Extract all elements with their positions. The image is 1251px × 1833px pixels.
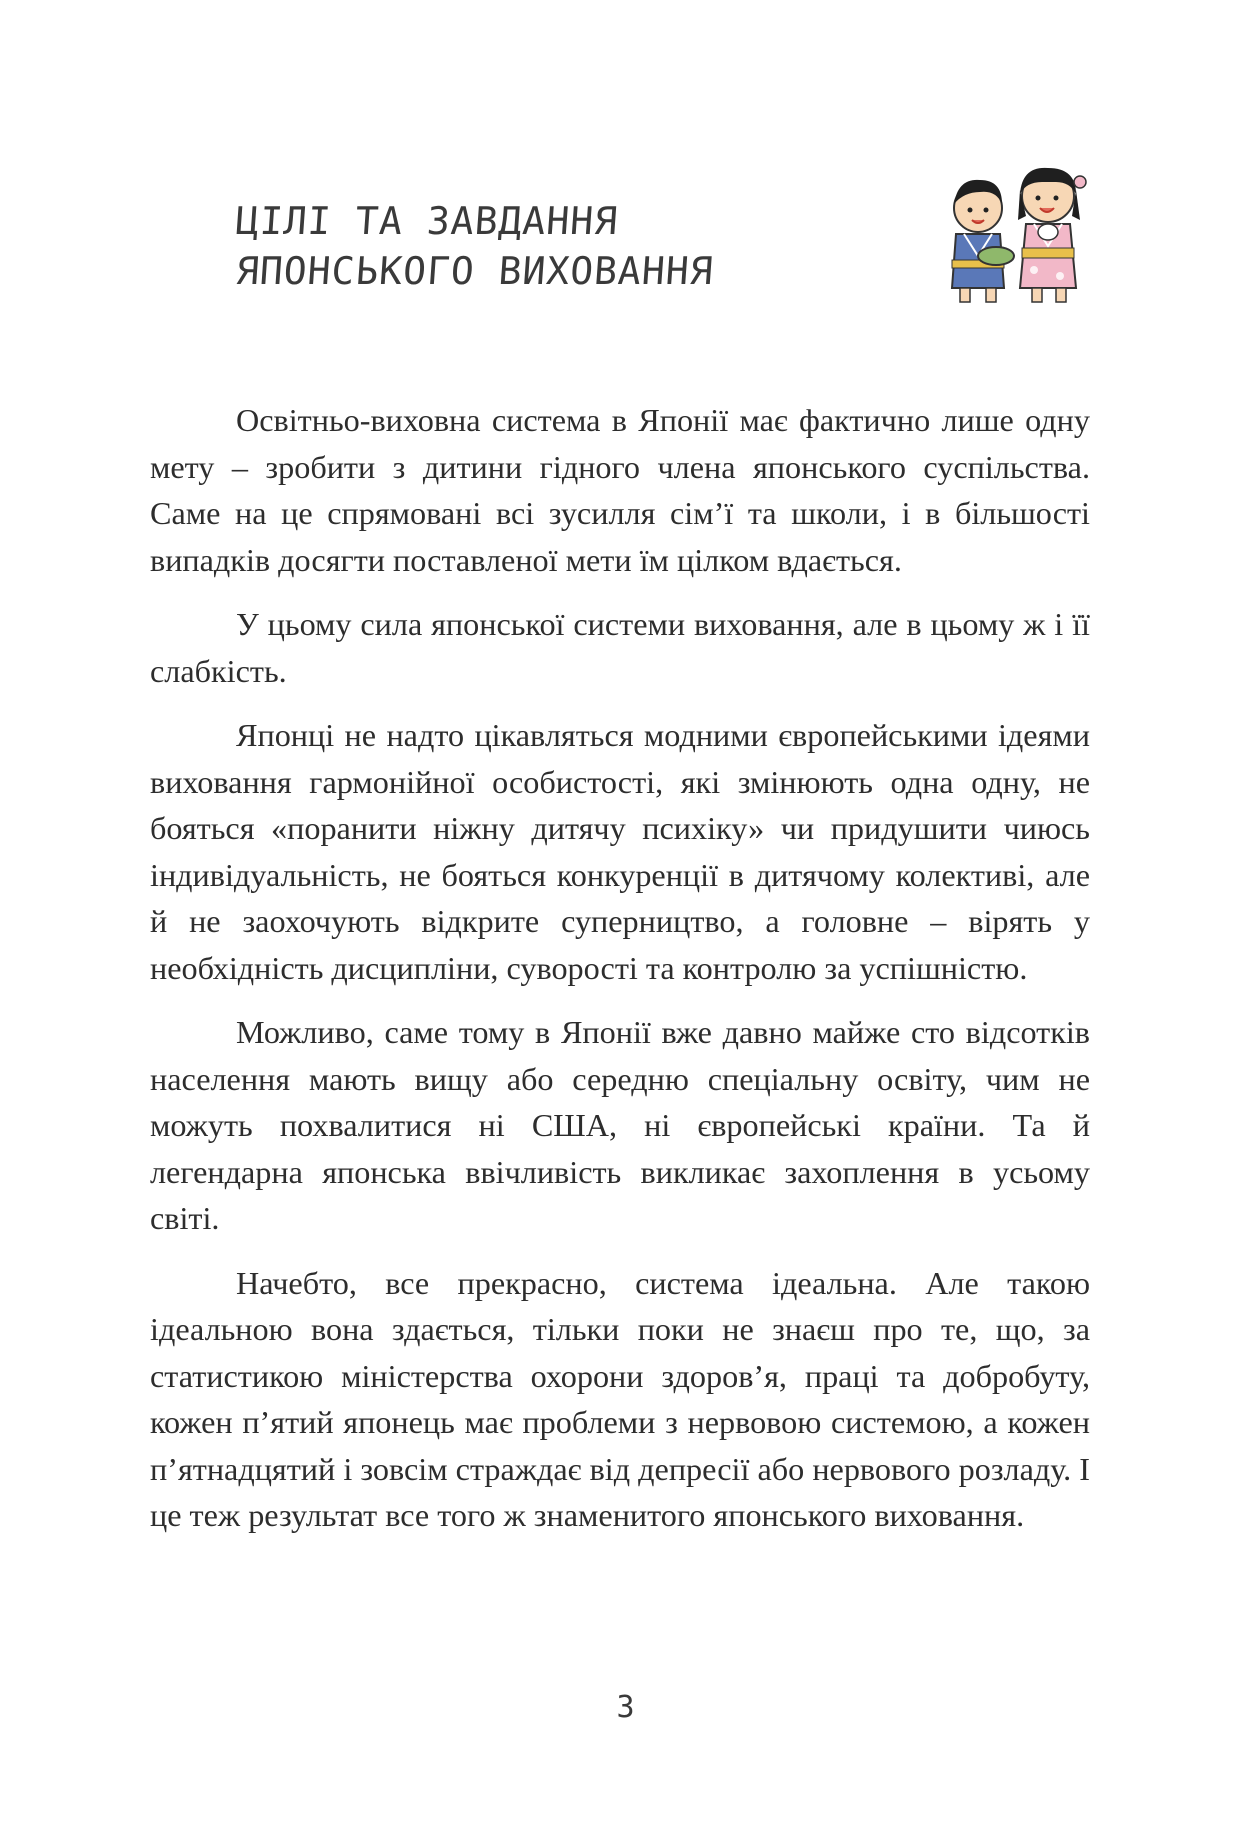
children-illustration — [930, 160, 1105, 310]
children-in-kimono-icon — [930, 160, 1105, 310]
girl-figure — [1018, 168, 1086, 302]
body-text — [150, 397, 1090, 1557]
chapter-title-line-1: ЦІЛІ ТА ЗАВДАННЯ — [234, 199, 620, 243]
paragraph: У цьому сила японської системи виховання, але в цьому ж і її слабкість. — [150, 606, 1090, 689]
chapter-title — [236, 196, 876, 296]
paragraph: Начебто, все прекрасно, система ідеальна. Але такою ідеальною вона здається, тільки поки не знаєш про те, що, за статистикою міністерства охорони здоров’я, праці та добробуту, кожен п’ятий японець має проблеми з нервовою системою, а кожен п’ятнадцятий і зовсім страждає від депресії або нервового розладу. І це теж результат все того ж знаменитого японського виховання. — [150, 1264, 1090, 1533]
boy-figure — [952, 180, 1014, 302]
paragraph: Японці не надто цікавляться модними європейськими ідеями виховання гармонійної особистості, які змінюють одна одну, не бояться «поранити ніжну дитячу психіку» чи придушити чиюсь індивідуальність, не бояться конкуренції в дитячому колективі, але й не заохочують відкрите суперництво, а головне – вірять у необхідність дисципліни, суворості та контролю за успішністю. — [150, 717, 1090, 986]
paragraph: Можливо, саме тому в Японії вже давно майже сто відсотків населення мають вищу або середню спеціальну освіту, чим не можуть похвалитися ні США, ні європейські країни. Та й легендарна японська ввічливість викликає захоплення в усьому світі. — [150, 1014, 1090, 1236]
page-number: 3 — [616, 1690, 635, 1725]
paragraph: Освітньо-виховна система в Японії має фактично лише одну мету – зробити з дитини гідного члена японського суспільства. Саме на це спрямовані всі зусилля сім’ї та школи, і в більшості випадків досягти поставленої мети їм цілком вдається. — [150, 402, 1090, 578]
chapter-title-line-2: ЯПОНСЬКОГО ВИХОВАННЯ — [234, 249, 716, 293]
